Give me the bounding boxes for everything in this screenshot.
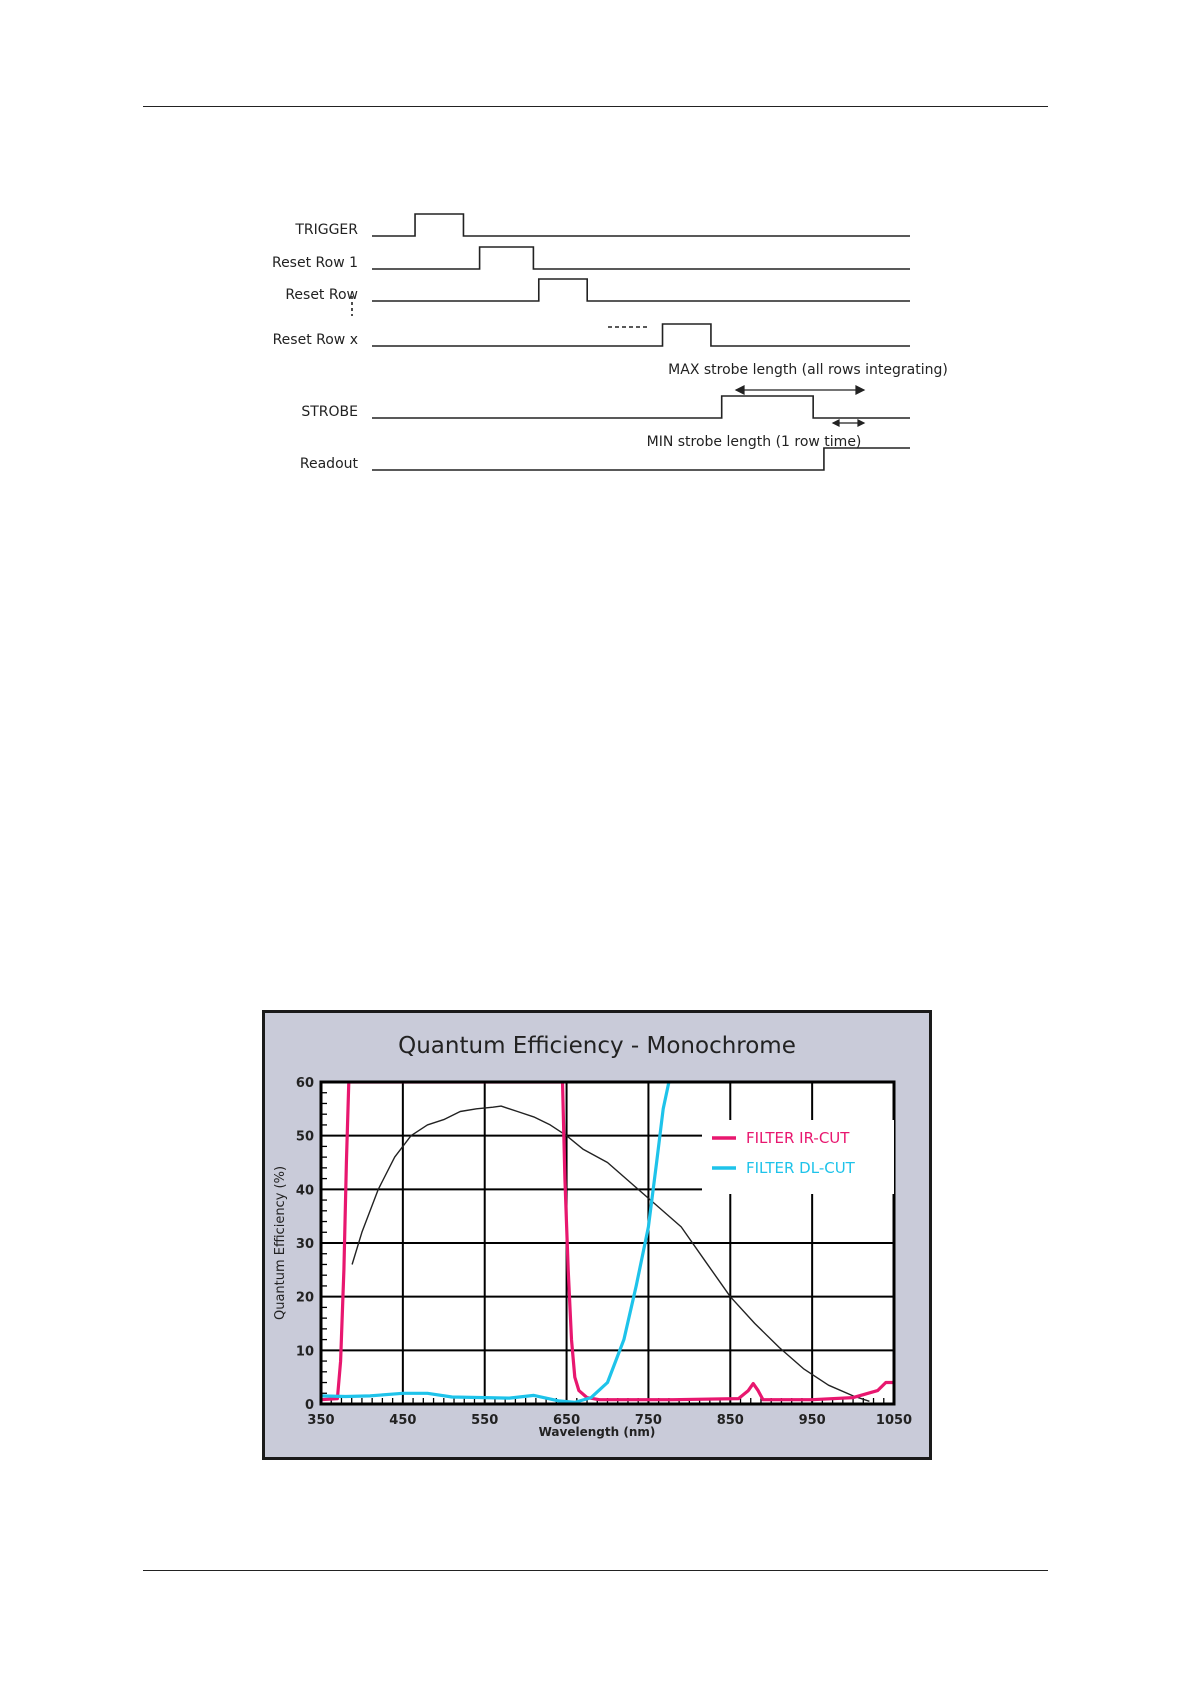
y-tick-label: 40 — [295, 1183, 314, 1199]
x-axis-label: Wavelength (nm) — [538, 1425, 656, 1439]
y-axis-label: Quantum Efficiency (%) — [273, 1165, 288, 1321]
signal-waveform-reset-row-x — [372, 324, 910, 346]
header-rule — [143, 106, 1048, 107]
chart-legend — [702, 1120, 894, 1194]
signal-waveform-reset-row — [372, 279, 910, 301]
signal-waveform-reset-row-1 — [372, 247, 910, 269]
max-strobe-label: MAX strobe length (all rows integrating) — [668, 362, 948, 378]
y-tick-label: 60 — [295, 1076, 314, 1091]
strobe-timing-diagram — [270, 210, 948, 472]
signal-label-reset-row-x: Reset Row x — [272, 332, 358, 348]
signal-label-trigger: TRIGGER — [295, 222, 358, 238]
x-tick-label: 750 — [634, 1413, 662, 1428]
x-tick-label: 950 — [798, 1413, 826, 1428]
signal-waveform-strobe — [372, 396, 910, 418]
y-tick-label: 20 — [295, 1290, 314, 1306]
signal-label-readout: Readout — [299, 456, 358, 472]
quantum-efficiency-chart — [262, 1010, 932, 1460]
x-tick-label: 650 — [553, 1413, 581, 1428]
signal-waveform-readout — [372, 448, 910, 470]
legend-label-filter-ir-cut: FILTER IR-CUT — [746, 1129, 850, 1147]
x-tick-label: 350 — [307, 1413, 335, 1428]
signal-waveform-trigger — [372, 214, 910, 236]
y-tick-label: 0 — [304, 1398, 314, 1413]
signal-label-strobe: STROBE — [301, 404, 358, 420]
signal-label-reset-row-1: Reset Row 1 — [271, 255, 358, 271]
y-tick-label: 50 — [295, 1129, 314, 1145]
min-strobe-label: MIN strobe length (1 row time) — [646, 434, 862, 450]
signal-label-reset-row: Reset Row — [285, 287, 358, 303]
min-strobe-arrow — [833, 420, 864, 426]
chart-title: Quantum Efficiency - Monochrome — [398, 1033, 796, 1059]
legend-label-filter-dl-cut: FILTER DL-CUT — [746, 1159, 855, 1177]
footer-rule — [143, 1570, 1048, 1571]
x-tick-label: 550 — [471, 1413, 499, 1428]
x-tick-label: 450 — [389, 1413, 417, 1428]
x-tick-label: 1050 — [875, 1413, 913, 1428]
y-tick-label: 10 — [295, 1344, 314, 1360]
max-strobe-arrow — [736, 386, 864, 394]
y-tick-label: 30 — [295, 1237, 314, 1252]
x-tick-label: 850 — [716, 1413, 744, 1428]
